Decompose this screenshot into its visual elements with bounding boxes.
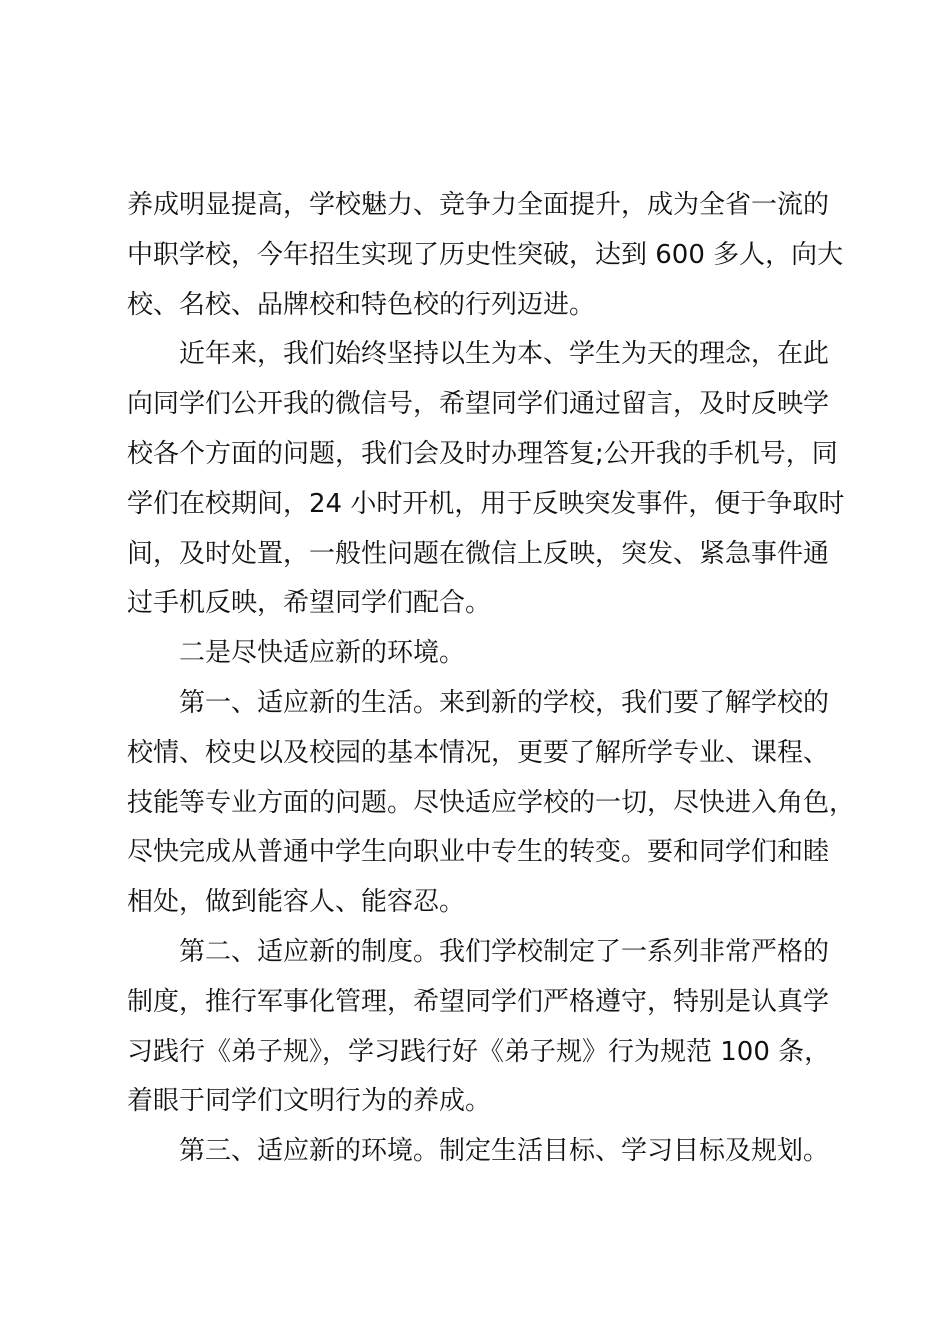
text-line: 间，及时处置，一般性问题在微信上反映，突发、紧急事件通	[127, 538, 830, 569]
paragraph	[127, 181, 847, 330]
text-line: 第二、适应新的制度。我们学校制定了一系列非常严格的	[179, 936, 830, 967]
text-line: 第三、适应新的环境。制定生活目标、学习目标及规划。	[179, 1136, 830, 1167]
text-line: 养成明显提高，学校魅力、竞争力全面提升，成为全省一流的	[127, 190, 830, 220]
text-line: 校情、校史以及校园的基本情况，更要了解所学专业、课程、	[127, 737, 830, 768]
text-line: 校、名校、品牌校和特色校的行列迈进。	[127, 289, 596, 320]
text-line: 第一、适应新的生活。来到新的学校，我们要了解学校的	[179, 687, 830, 718]
paragraph	[127, 1127, 847, 1177]
document-body	[127, 181, 856, 1177]
text-line: 着眼于同学们文明行为的养成。	[127, 1086, 492, 1117]
text-line: 近年来，我们始终坚持以生为本、学生为天的理念，在此	[179, 339, 830, 370]
text-line: 尽快完成从普通中学生向职业中专生的转变。要和同学们和睦	[127, 837, 830, 868]
text-line: 中职学校，今年招生实现了历史性突破，达到 600 多人，向大	[127, 239, 844, 270]
paragraph	[127, 629, 847, 679]
text-line: 技能等专业方面的问题。尽快适应学校的一切，尽快进入角色，	[127, 787, 856, 818]
text-line: 向同学们公开我的微信号，希望同学们通过留言，及时反映学	[127, 389, 830, 420]
paragraph	[127, 330, 847, 629]
text-line: 校各个方面的问题，我们会及时办理答复;公开我的手机号，同	[127, 438, 838, 469]
text-line: 二是尽快适应新的环境。	[179, 638, 466, 669]
text-line: 制度，推行军事化管理，希望同学们严格遵守，特别是认真学	[127, 986, 830, 1017]
paragraph	[127, 679, 856, 928]
text-line: 相处，做到能容人、能容忍。	[127, 887, 466, 918]
text-line: 习践行《弟子规》，学习践行好《弟子规》行为规范 100 条，	[127, 1036, 831, 1067]
text-line: 学们在校期间，24 小时开机，用于反映突发事件，便于争取时	[127, 488, 845, 519]
text-line: 过手机反映，希望同学们配合。	[127, 588, 492, 619]
paragraph	[127, 928, 847, 1127]
